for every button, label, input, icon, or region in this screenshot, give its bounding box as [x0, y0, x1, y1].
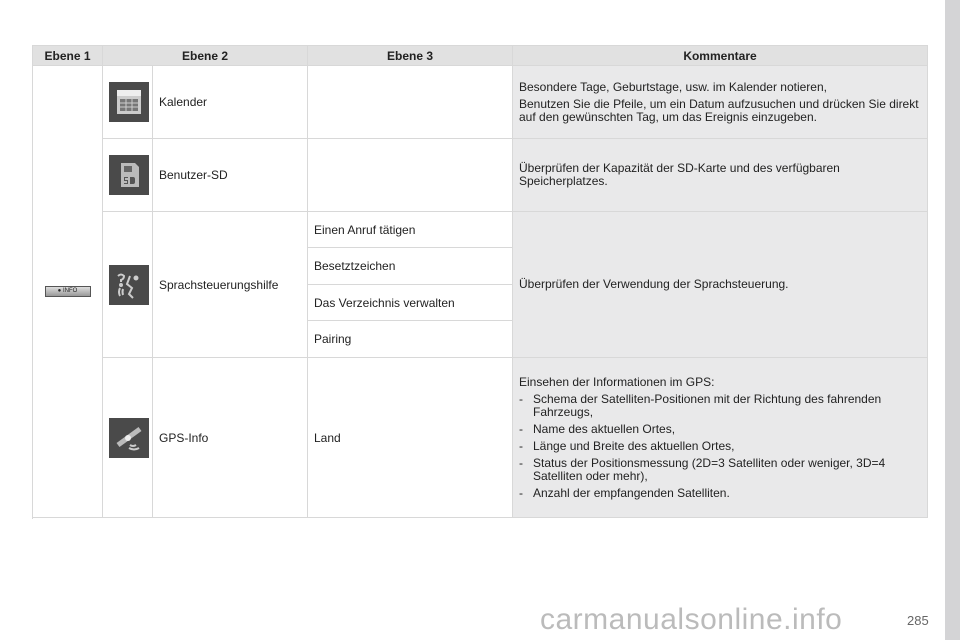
list-item: [519, 423, 921, 436]
table-row: [33, 212, 928, 248]
header-ebene-1: Ebene 1: [33, 46, 103, 66]
voice-control-icon: [109, 265, 149, 305]
table-row: [33, 66, 928, 139]
list-item-text: Name des aktuellen Ortes,: [533, 421, 676, 436]
info-button-label: INFO: [62, 288, 78, 294]
info-button-icon: ● INFO: [45, 286, 91, 297]
bullet: -: [519, 438, 523, 453]
menu-table: [32, 45, 928, 518]
comment-line: Einsehen der Informationen im GPS:: [519, 374, 715, 389]
list-item: [519, 440, 921, 453]
list-item-text: Status der Positionsmessung (2D=3 Satelliten oder weniger, 3D=4 Satelliten oder mehr),: [533, 455, 886, 483]
comment-line: Überprüfen der Kapazität der SD-Karte und des verfügbaren Speicherplatzes.: [519, 161, 840, 188]
level3-item: Einen Anruf tätigen: [308, 212, 513, 248]
level2-sprachsteuerungshilfe: Sprachsteuerungshilfe: [153, 212, 308, 358]
comment-gps: [513, 358, 928, 518]
level3-item: Das Verzeichnis verwalten: [308, 285, 513, 321]
page-edge-strip: [945, 0, 960, 640]
level3-land: Land: [308, 358, 513, 518]
level2-kalender: Kalender: [153, 66, 308, 139]
level2-benutzer-sd: Benutzer-SD: [153, 139, 308, 212]
comment-line: Überprüfen der Verwendung der Sprachsteuerung.: [519, 277, 789, 291]
list-item-text: Anzahl der empfangenden Satelliten.: [533, 485, 730, 500]
bullet: -: [519, 421, 523, 436]
watermark: carmanualsonline.info: [540, 603, 843, 636]
list-item-text: Schema der Satelliten-Positionen mit der Richtung des fahrenden Fahrzeugs,: [533, 391, 882, 419]
list-item: [519, 487, 921, 500]
level3-item: Besetztzeichen: [308, 248, 513, 285]
page-number: 285: [907, 613, 929, 628]
table-row: [33, 139, 928, 212]
header-kommentare: Kommentare: [513, 46, 928, 66]
comment-line: Benutzen Sie die Pfeile, um ein Datum aufzusuchen und drücken Sie direkt auf den gewünschten Tag, um das Ereignis einzugeben.: [519, 96, 919, 124]
level1-cell: [33, 66, 103, 518]
header-ebene-3: Ebene 3: [308, 46, 513, 66]
calendar-icon: [109, 82, 149, 122]
list-item: [519, 457, 921, 483]
list-item-text: Länge und Breite des aktuellen Ortes,: [533, 438, 735, 453]
table-header: [33, 46, 928, 66]
bullet: -: [519, 455, 523, 470]
level3-item: Pairing: [308, 321, 513, 358]
bullet: -: [519, 485, 523, 500]
table-row: [33, 358, 928, 518]
satellite-icon: [109, 418, 149, 458]
sd-card-icon: [109, 155, 149, 195]
header-ebene-2: Ebene 2: [103, 46, 308, 66]
comment-benutzer-sd: [513, 139, 928, 212]
level2-gps-info: GPS-Info: [153, 358, 308, 518]
comment-kalender: [513, 66, 928, 139]
comment-line: Besondere Tage, Geburtstage, usw. im Kalender notieren,: [519, 79, 827, 94]
comment-sprachsteuerung: [513, 212, 928, 358]
list-item: [519, 393, 921, 419]
bullet: -: [519, 391, 523, 406]
